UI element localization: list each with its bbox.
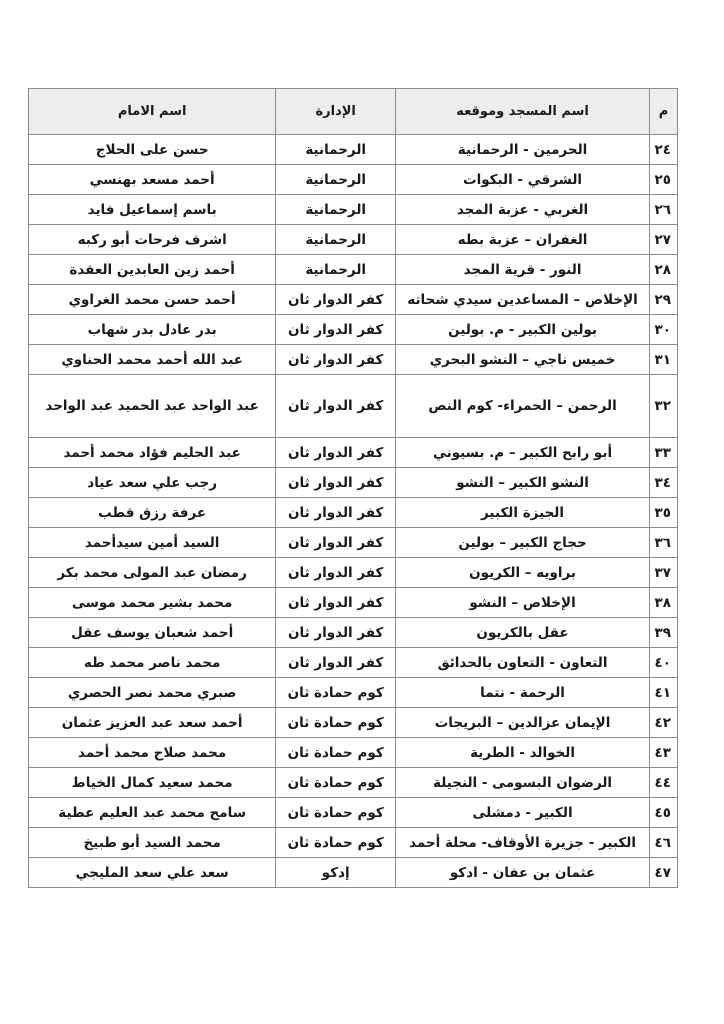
- table-row: [29, 468, 678, 498]
- table-row: [29, 738, 678, 768]
- table-row: [29, 195, 678, 225]
- cell-imam: أحمد زين العابدين العقدة: [29, 255, 276, 285]
- cell-imam: عرفة رزق قطب: [29, 498, 276, 528]
- table-row: [29, 678, 678, 708]
- table-row: [29, 438, 678, 468]
- cell-mosque: بولين الكبير - م. بولين: [396, 315, 650, 345]
- cell-imam: رجب علي سعد عياد: [29, 468, 276, 498]
- cell-admin: الرحمانية: [276, 255, 396, 285]
- table-row: [29, 165, 678, 195]
- cell-mosque: الخوالد - الطرية: [396, 738, 650, 768]
- cell-num: ٤٤: [650, 768, 678, 798]
- cell-imam: سعد علي سعد المليجي: [29, 858, 276, 888]
- cell-admin: الرحمانية: [276, 165, 396, 195]
- cell-admin: الرحمانية: [276, 195, 396, 225]
- cell-num: ٣٢: [650, 375, 678, 438]
- cell-imam: رمضان عبد المولى محمد بكر: [29, 558, 276, 588]
- cell-imam: اشرف فرحات أبو ركبه: [29, 225, 276, 255]
- cell-num: ٣٨: [650, 588, 678, 618]
- cell-mosque: النشو الكبير – النشو: [396, 468, 650, 498]
- cell-mosque: الجيزة الكبير: [396, 498, 650, 528]
- cell-num: ٢٧: [650, 225, 678, 255]
- cell-imam: محمد السيد أبو طبيخ: [29, 828, 276, 858]
- table-row: [29, 285, 678, 315]
- cell-imam: عبد الحليم فؤاد محمد أحمد: [29, 438, 276, 468]
- header-num: م: [650, 89, 678, 135]
- table-row: [29, 828, 678, 858]
- cell-imam: أحمد شعبان يوسف عقل: [29, 618, 276, 648]
- cell-num: ٢٦: [650, 195, 678, 225]
- table-row: [29, 498, 678, 528]
- cell-admin: كفر الدوار ثان: [276, 498, 396, 528]
- cell-imam: السيد أمين سيدأحمد: [29, 528, 276, 558]
- cell-imam: سامح محمد عبد العليم عطية: [29, 798, 276, 828]
- cell-num: ٤٦: [650, 828, 678, 858]
- cell-admin: كفر الدوار ثان: [276, 468, 396, 498]
- cell-admin: كوم حمادة ثان: [276, 828, 396, 858]
- cell-imam: أحمد سعد عبد العزيز عثمان: [29, 708, 276, 738]
- cell-mosque: التعاون - التعاون بالحدائق: [396, 648, 650, 678]
- table-row: [29, 375, 678, 438]
- table-row: [29, 558, 678, 588]
- cell-admin: الرحمانية: [276, 225, 396, 255]
- table-row: [29, 618, 678, 648]
- cell-admin: كفر الدوار ثان: [276, 558, 396, 588]
- cell-imam: محمد بشير محمد موسى: [29, 588, 276, 618]
- cell-imam: عبد الواحد عبد الحميد عبد الواحد: [29, 375, 276, 438]
- cell-num: ٤٢: [650, 708, 678, 738]
- header-admin: الإدارة: [276, 89, 396, 135]
- cell-mosque: الحرمين - الرحمانية: [396, 135, 650, 165]
- cell-admin: كفر الدوار ثان: [276, 618, 396, 648]
- table-row: [29, 588, 678, 618]
- table-row: [29, 798, 678, 828]
- table-row: [29, 858, 678, 888]
- cell-mosque: الكبير - دمشلى: [396, 798, 650, 828]
- table-row: [29, 345, 678, 375]
- cell-mosque: الإيمان عزالدين – البريجات: [396, 708, 650, 738]
- cell-admin: كفر الدوار ثان: [276, 438, 396, 468]
- cell-mosque: الغربي - عزبة المجد: [396, 195, 650, 225]
- cell-num: ٤٥: [650, 798, 678, 828]
- cell-admin: كفر الدوار ثان: [276, 648, 396, 678]
- cell-imam: محمد صلاح محمد أحمد: [29, 738, 276, 768]
- table-row: [29, 315, 678, 345]
- cell-mosque: الغفران – عزبة بطه: [396, 225, 650, 255]
- table-header-row: [29, 89, 678, 135]
- cell-mosque: الرحمة - نتما: [396, 678, 650, 708]
- cell-admin: كوم حمادة ثان: [276, 738, 396, 768]
- cell-admin: كفر الدوار ثان: [276, 345, 396, 375]
- table-row: [29, 648, 678, 678]
- cell-admin: كفر الدوار ثان: [276, 315, 396, 345]
- cell-num: ٣٧: [650, 558, 678, 588]
- cell-num: ٣٥: [650, 498, 678, 528]
- cell-num: ٤٠: [650, 648, 678, 678]
- cell-admin: كوم حمادة ثان: [276, 678, 396, 708]
- table-row: [29, 255, 678, 285]
- cell-num: ٢٥: [650, 165, 678, 195]
- cell-admin: كوم حمادة ثان: [276, 798, 396, 828]
- table-row: [29, 135, 678, 165]
- cell-mosque: الكبير - جزيرة الأوقاف- محلة أحمد: [396, 828, 650, 858]
- cell-num: ٣٤: [650, 468, 678, 498]
- cell-num: ٤١: [650, 678, 678, 708]
- cell-mosque: الرحمن – الحمراء- كوم النص: [396, 375, 650, 438]
- mosques-table: [28, 88, 678, 888]
- cell-num: ٣٣: [650, 438, 678, 468]
- cell-imam: حسن على الحلاج: [29, 135, 276, 165]
- cell-admin: كوم حمادة ثان: [276, 768, 396, 798]
- table-body: [29, 135, 678, 888]
- table-row: [29, 708, 678, 738]
- cell-num: ٢٩: [650, 285, 678, 315]
- cell-mosque: عقل بالكريون: [396, 618, 650, 648]
- cell-num: ٣٩: [650, 618, 678, 648]
- cell-imam: أحمد حسن محمد الغراوي: [29, 285, 276, 315]
- cell-mosque: حجاج الكبير – بولين: [396, 528, 650, 558]
- cell-mosque: الإخلاص – المساعدين سيدي شحاته: [396, 285, 650, 315]
- cell-imam: عبد الله أحمد محمد الحناوي: [29, 345, 276, 375]
- cell-num: ٣٦: [650, 528, 678, 558]
- cell-admin: كوم حمادة ثان: [276, 708, 396, 738]
- cell-num: ٢٤: [650, 135, 678, 165]
- cell-imam: بدر عادل بدر شهاب: [29, 315, 276, 345]
- cell-imam: محمد سعيد كمال الخياط: [29, 768, 276, 798]
- cell-mosque: الرضوان البسومى - النجيلة: [396, 768, 650, 798]
- cell-num: ٣١: [650, 345, 678, 375]
- cell-mosque: براويه – الكريون: [396, 558, 650, 588]
- table-row: [29, 528, 678, 558]
- cell-admin: كفر الدوار ثان: [276, 375, 396, 438]
- cell-mosque: الإخلاص – النشو: [396, 588, 650, 618]
- cell-admin: كفر الدوار ثان: [276, 528, 396, 558]
- cell-mosque: النور - قرية المجد: [396, 255, 650, 285]
- table-row: [29, 225, 678, 255]
- cell-num: ٣٠: [650, 315, 678, 345]
- cell-num: ٤٧: [650, 858, 678, 888]
- header-imam: اسم الامام: [29, 89, 276, 135]
- table-row: [29, 768, 678, 798]
- cell-imam: أحمد مسعد بهنسي: [29, 165, 276, 195]
- cell-admin: إدكو: [276, 858, 396, 888]
- cell-imam: محمد ناصر محمد طه: [29, 648, 276, 678]
- cell-mosque: الشرقي - البكوات: [396, 165, 650, 195]
- header-mosque: اسم المسجد وموقعه: [396, 89, 650, 135]
- cell-admin: الرحمانية: [276, 135, 396, 165]
- cell-imam: صبري محمد نصر الحصري: [29, 678, 276, 708]
- cell-mosque: أبو رابح الكبير – م. بسيوني: [396, 438, 650, 468]
- cell-num: ٢٨: [650, 255, 678, 285]
- cell-admin: كفر الدوار ثان: [276, 588, 396, 618]
- cell-num: ٤٣: [650, 738, 678, 768]
- cell-admin: كفر الدوار ثان: [276, 285, 396, 315]
- cell-imam: باسم إسماعيل فايد: [29, 195, 276, 225]
- cell-mosque: خميس ناجي – النشو البحري: [396, 345, 650, 375]
- cell-mosque: عثمان بن عفان - ادكو: [396, 858, 650, 888]
